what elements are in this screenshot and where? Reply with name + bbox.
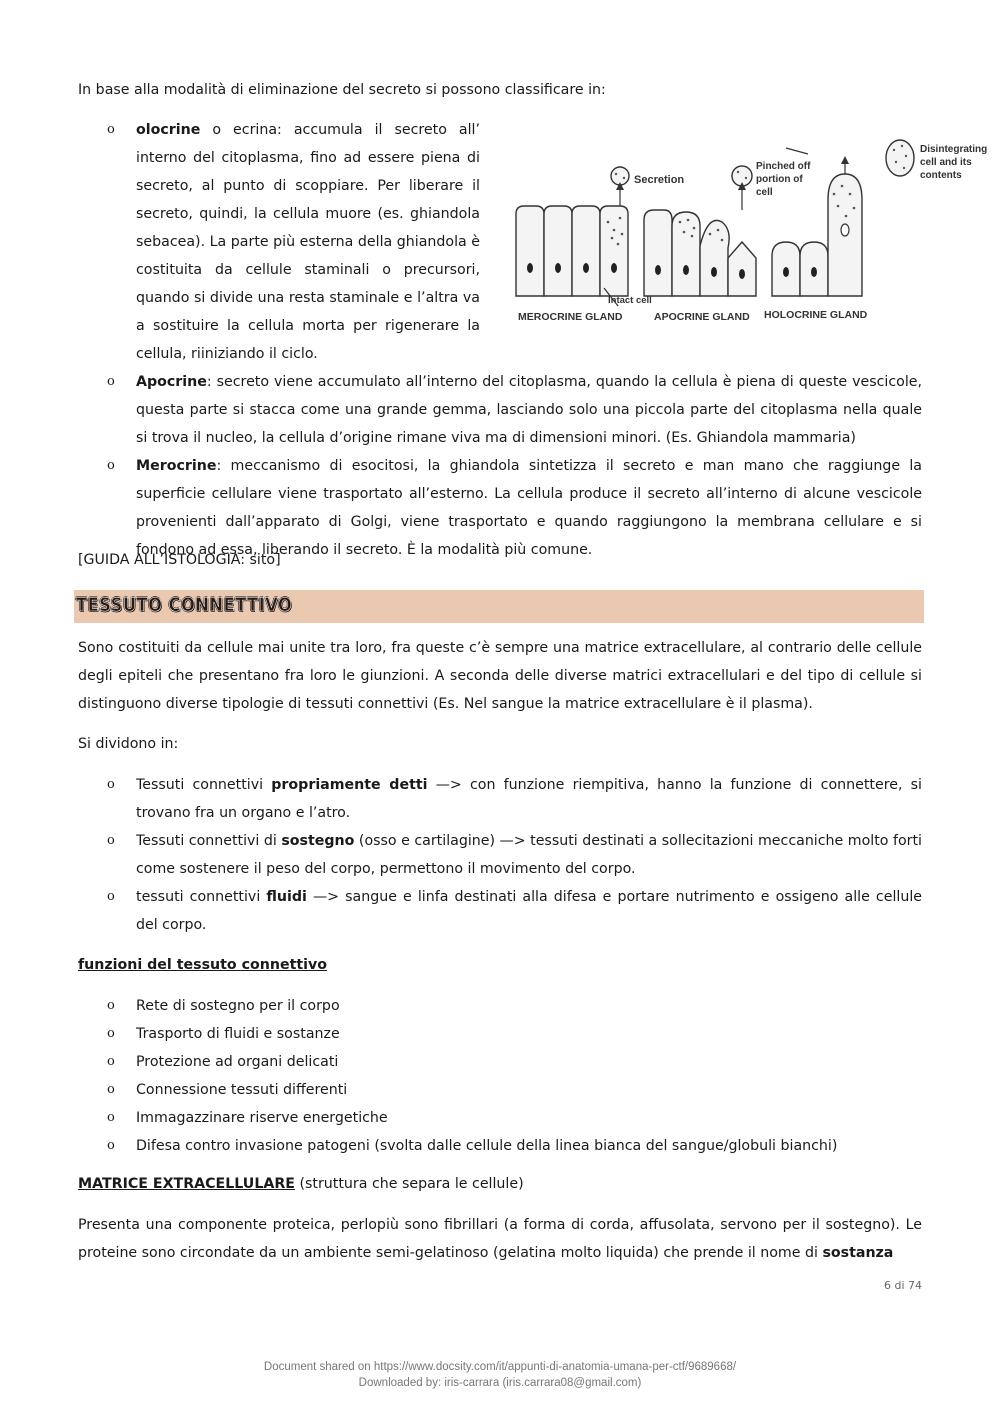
label-secretion: Secretion — [634, 174, 685, 186]
paragraph — [78, 1211, 922, 1267]
paragraph-text: Presenta una componente proteica, perlopiù sono fibrillari (a forma di corda, affusolata, servono per il sostegno). Le proteine sono circondate da un ambiente semi-gelatinoso (gelatina molto liquida) che prende il nome di — [78, 1217, 922, 1261]
functions-heading: funzioni del tessuto connettivo — [78, 957, 327, 973]
tissue-types-list — [78, 771, 922, 939]
item-text: : secreto viene accumulato all’interno del citoplasma, quando la cellula è piena di queste vescicole, questa parte si stacca come una grande gemma, lasciando solo una piccola parte del citoplasma nella quale si trova il nucleo, la cellula d’origine rimane viva ma di dimensioni minori. (Es. Ghiandola mammaria) — [136, 374, 922, 446]
list-item: o Immagazzinare riserve energetiche — [78, 1104, 922, 1132]
label-apocrine: APOCRINE GLAND — [654, 311, 750, 323]
item-text: tessuti connettivi — [136, 889, 267, 905]
list-item: o Protezione ad organi delicati — [78, 1048, 922, 1076]
subheading-text: Si dividono in: — [78, 736, 179, 752]
functions-list — [78, 992, 922, 1160]
term: Apocrine — [136, 374, 207, 390]
gland-diagram — [508, 136, 988, 330]
intro-text: In base alla modalità di eliminazione del secreto si possono classificare in: — [78, 82, 606, 98]
list-item — [78, 116, 480, 368]
matrice-heading: MATRICE EXTRACELLULARE — [78, 1176, 295, 1192]
term: olocrine — [136, 122, 201, 138]
term: Merocrine — [136, 458, 217, 474]
list-item — [78, 827, 922, 883]
label-pinched-1: Pinched off — [756, 161, 811, 172]
label-intact-cell: Intact cell — [608, 295, 652, 306]
list-item — [78, 883, 922, 939]
item-text: —> con funzione riempitiva, hanno la funzione di connettere, si trovano fra un organo e l’atro. — [136, 777, 922, 821]
label-disintegrating-1: Disintegrating — [920, 144, 988, 155]
item-text: : meccanismo di esocitosi, la ghiandola sintetizza il secreto e man mano che raggiunge la superficie cellulare viene trasportato all’esterno. La cellula produce il secreto all’interno di alcune vescicole provenienti dall’apparato di Golgi, viene trasportato e quando raggiungono la membrana cellulare e si fondono ad essa, liberando il secreto. È la modalità più comune. — [136, 458, 922, 558]
matrice-subtitle: (struttura che separa le cellule) — [294, 1176, 524, 1192]
footer-shared-link: Document shared on https://www.docsity.com/it/appunti-di-anatomia-umana-per-ctf/9689668/ — [263, 1361, 737, 1373]
list-item — [78, 771, 922, 827]
list-item — [78, 368, 922, 452]
paragraph: Sono costituiti da cellule mai unite tra loro, fra queste c’è sempre una matrice extracellulare, al contrario delle cellule degli epiteli che presentano fra loro le giunzioni. A seconda delle diverse matrici extracellulari e del tipo di cellule si distinguono diverse tipologie di tessuti connettivi (Es. Nel sangue la matrice extracellulare è il plasma). — [78, 640, 922, 712]
label-merocrine: MEROCRINE GLAND — [518, 311, 623, 323]
list-item: o Connessione tessuti differenti — [78, 1076, 922, 1104]
label-disintegrating-2: cell and its — [920, 157, 972, 168]
item-text: —> sangue e linfa destinati alla difesa e portare nutrimento e ossigeno alle cellule del corpo. — [136, 889, 922, 933]
page-number: 6 di 74 — [883, 1279, 922, 1292]
term: sostegno — [281, 833, 355, 849]
term: propriamente detti — [271, 777, 428, 793]
section-heading-band — [74, 590, 924, 623]
item-text: (osso e cartilagine) —> tessuti destinati a sollecitazioni meccaniche molto forti come sostenere il peso del corpo, permettono il movimento del corpo. — [136, 833, 922, 877]
label-pinched-2: portion of — [756, 174, 803, 185]
bold-term: sostanza — [822, 1245, 894, 1261]
label-pinched-3: cell — [756, 187, 773, 198]
item-text: Tessuti connettivi — [136, 777, 272, 793]
item-text: o ecrina: accumula il secreto all’ interno del citoplasma, fino ad essere piena di secreto, al punto di scoppiare. Per liberare il secreto, quindi, la cellula muore (es. ghiandola sebacea). La parte più esterna della ghiandola è costituita da cellule staminali o precursori, quando si divide una resta staminale e l’altra va a sostituire la cellula morta per rigenerare la cellula, riiniziando il ciclo. — [136, 122, 480, 362]
list-item: o Difesa contro invasione patogeni (svolta dalle cellule della linea bianca del sangue/globuli bianchi) — [78, 1132, 922, 1160]
matrice-heading-line — [78, 1170, 524, 1198]
label-holocrine: HOLOCRINE GLAND — [764, 309, 868, 321]
term: fluidi — [266, 889, 307, 905]
guide-reference: [GUIDA ALL’ISTOLOGIA: sito] — [78, 552, 281, 568]
list-item: o Rete di sostegno per il corpo — [78, 992, 922, 1020]
label-disintegrating-3: contents — [920, 170, 962, 181]
gland-secretion-figure — [508, 136, 988, 330]
footer-downloaded-by: Downloaded by: iris-carrara (iris.carrara08@gmail.com) — [358, 1377, 642, 1389]
list-item: o Trasporto di fluidi e sostanze — [78, 1020, 922, 1048]
item-text: Tessuti connettivi di — [136, 833, 282, 849]
section-title: TESSUTO CONNETTIVO — [76, 594, 293, 616]
